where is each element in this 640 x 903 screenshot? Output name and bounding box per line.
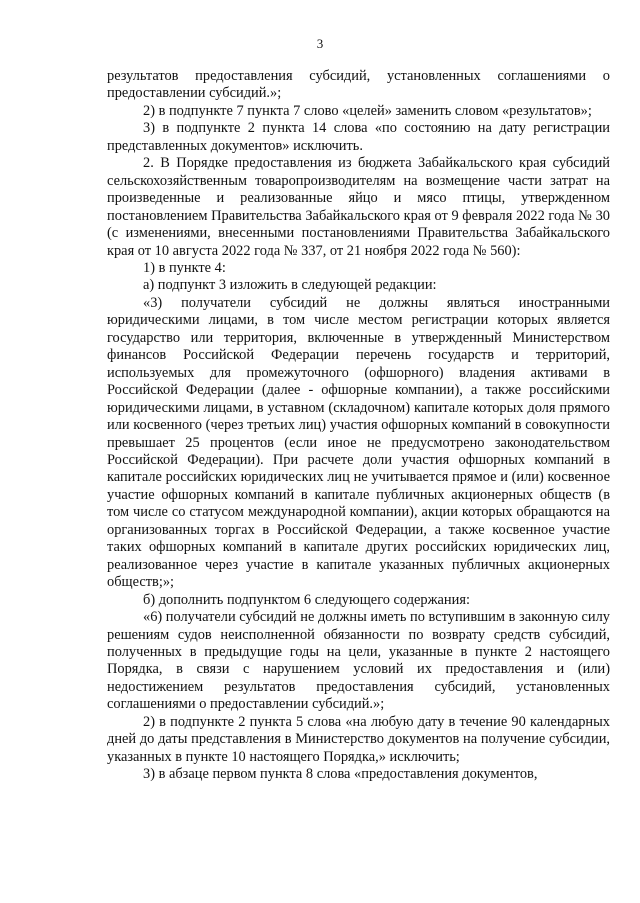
- paragraph-section-2: 2. В Порядке предоставления из бюджета Забайкальского края субсидий сельскохозяйственным товаропроизводителям на возмещение части затрат на произведенные и реализованные яйцо и мясо птицы, утвержденном постановлением Правительства Забайкальского края от 9 февраля 2022 года № 30 (с изменениями, внесенными постановлениями Правительства Забайкальского края от 10 августа 2022 года № 337, от 21 ноября 2022 года № 560):: [107, 155, 610, 259]
- paragraph-quoted-subitem-6: «6) получатели субсидий не должны иметь по вступившим в законную силу решениям судов неисполненной обязанности по возврату средств субсидий, полученных в предыдущие годы на цели, указанные в пункте 2 настоящего Порядка, в связи с нарушением условий их предоставления и (или) недостижением результатов предоставления субсидий, установленных соглашениями о предоставлении субсидий.»;: [107, 609, 610, 713]
- document-body: [107, 68, 610, 784]
- page-number: 3: [316, 36, 324, 51]
- paragraph-subitem-b: б) дополнить подпунктом 6 следующего содержания:: [143, 591, 470, 608]
- paragraph-item-3: 3) в подпункте 2 пункта 14 слова «по состоянию на дату регистрации представленных документов» исключить.: [107, 120, 610, 154]
- paragraph-item-3-point-8: 3) в абзаце первом пункта 8 слова «предоставления документов,: [143, 766, 538, 783]
- paragraph-item-2-point-5: 2) в подпункте 2 пункта 5 слова «на любую дату в течение 90 календарных дней до даты представления в Министерство документов на получение субсидии, указанных в пункте 10 настоящего Порядка,» исключить;: [107, 713, 610, 765]
- paragraph-subitem-a: а) подпункт 3 изложить в следующей редакции:: [143, 277, 437, 294]
- paragraph-quoted-subitem-3: «3) получатели субсидий не должны являться иностранными юридическими лицами, в том числе местом регистрации которых является государство или территория, включенные в утвержденный Министерством финансов Российской Федерации перечень государств и территорий, используемых для промежуточного (офшорного) владения активами в Российской Федерации (далее - офшорные компании), а также российскими юридическими лицами, в уставном (складочном) капитале которых доля прямого или косвенного (через третьих лиц) участия офшорных компаний в совокупности превышает 25 процентов (если иное не предусмотрено законодательством Российской Федерации). При расчете доли участия офшорных компаний в капитале российских юридических лиц не учитывается прямое и (или) косвенное участие офшорных компаний в капитале публичных акционерных обществ (в том числе со статусом международной компании), акции которых обращаются на организованных торгах в Российской Федерации, а также косвенное участие таких офшорных компаний в капитале других российских юридических лиц, реализованное через участие в капитале указанных публичных акционерных обществ;»;: [107, 294, 610, 591]
- paragraph-item-2: 2) в подпункте 7 пункта 7 слово «целей» заменить словом «результатов»;: [143, 102, 592, 119]
- paragraph-item-1-point-4: 1) в пункте 4:: [143, 259, 226, 276]
- paragraph-continuation: результатов предоставления субсидий, установленных соглашениями о предоставлении субсидий.»;: [107, 68, 610, 102]
